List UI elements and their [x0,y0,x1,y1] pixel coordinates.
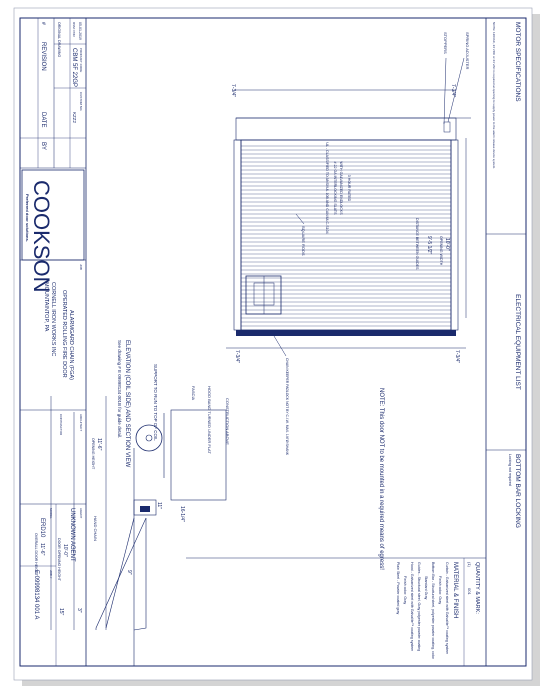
quantity-mark-label: QUANTITY & MARK: [474,562,480,614]
elevation-title: ELEVATION (COIL SIDE) AND SECTION VIEW [124,340,130,468]
material-line: Guides - Structural steel, Gray polyester powder coating [417,562,421,652]
product-code-label: PRODUCT CODE [79,48,83,73]
revision-column: REVISION [40,42,46,71]
construction-above-label: CONSTRUCTION ABOVE [225,398,230,445]
material-finish-heading: MATERIAL & FINISH [452,562,458,619]
chain-keeper-note: CHAIN KEEPER PADLOCK NOT BY C.I.W. MAX. 1/4"Ø SHANK [285,358,289,456]
dim-left-side: 7-3/4" [454,350,460,364]
egress-note: NOTE: This door NOT to be mounted in a required means of egress! [378,388,384,570]
cookson-logo: COOKSON [29,180,54,293]
opening-height-dim: 11'-6" [96,438,102,451]
bottom-bar [236,330,456,336]
model-label: MODEL [49,508,53,519]
hood-band-label: HOOD BAND TURNED UNDER FLAT [207,386,212,454]
dim-11: 11" [156,502,162,509]
between-guides-label: DISTANCE BETWEEN GUIDES [415,218,419,270]
original-drawing-label: ORIGINAL DRAWING [57,22,61,58]
job-number-value: E 09998134 001 A [33,570,39,620]
revision-number-column: # [40,22,46,25]
hand-chain-label: HAND CHAIN [93,516,98,541]
see-drawing-note: See drawing # E 09998134 001B for guide detail. [117,340,122,439]
locking-note: Locking not required [508,454,512,486]
custom-no-label: CUSTOM NO. [79,92,83,112]
dim-top-left: 7-3/4" [450,84,456,98]
electrical-heading: ELECTRICAL EQUIPMENT LIST [514,294,521,390]
dim-9: 9" [126,570,132,575]
material-line: Standard Gray [424,576,428,600]
spring-adjuster-label: SPRING ADJUSTER [465,32,470,70]
door-opening-height-label: DOOR OPENING HEIGHT [57,538,61,581]
job-title-1: ALARMGARD CHAIN (FGA) [68,310,74,380]
architect-label: ARCHITECT [79,414,83,432]
material-line: Finish color: Gray [403,576,407,605]
job-name-1: CORNELL IRON WORKS INC [50,282,56,357]
mark-value: 001 [467,588,472,595]
door-opening-height-dim: 10'-0" [62,544,68,557]
contractor-label: CONTRACTOR [59,414,63,436]
dim-top-right: 7-3/4" [230,84,236,98]
between-guides-dim: 9'-5 1/2" [426,236,432,255]
material-line: Curtain - Galvanized steel with Galvalite™ coating system [445,562,449,655]
support-note: SUPPORT TO RUN TO TOP OF COIL [153,364,158,441]
by-column: BY [40,142,46,151]
agent-label: AGENT [79,508,83,519]
material-line: Hood - Galvanized steel with Galvalite™ coating system [410,562,414,652]
customer-no-value: KZZ2 [72,112,77,124]
rsm-value: RSM: PDR [72,22,76,37]
overall-height-label: OVERALL DOOR HEIGHT [34,533,38,576]
overall-height-dim: 11'-6" [39,543,45,556]
opening-width-dim: 10'-0" [444,238,450,251]
agent-value: UNKNOWN AGENT [69,508,75,562]
quantity-value: (1) [467,562,472,567]
ul-note-rating: 3 HOUR RATED [347,174,351,202]
date-value: 05-01-2019 [78,22,82,40]
job-name-2: MOUNTAINTOP, PA [43,282,49,332]
opening-width-label: OPENING WIDTH [439,236,443,266]
fascia-label: FASCIA [191,386,196,401]
opening-height-label: OPENING HEIGHT [91,438,95,470]
dim-3: 3" [76,608,82,613]
material-line: Finish color: Gray [438,576,442,605]
brand-tagline: Preferred door solutions. [25,194,30,242]
date-column: DATE [40,112,46,128]
bottom-bar-locking-heading: BOTTOM BAR LOCKING [514,454,521,528]
slats-note-2: WITH GALVANIZED ENDLOCKS [339,161,343,215]
stoppers-label: STOPPERS [443,32,448,54]
material-line: Plain Steel - Powder coated gray [396,562,400,615]
material-line: Bottom Bar - Structural steel, polyester powder coating, color [431,562,435,659]
job-number-label: JOB # [49,570,53,579]
dim-15: 15" [58,608,64,616]
job-title-2: OPERATED ROLLING FIRE DOOR [61,290,67,378]
job-label: JOB [79,264,83,270]
ul-note: UL - CLASSIFIED TO ANSI/UL 10B AND CAN/ULC-S104 [325,142,329,234]
dim-16: 16-1/4" [179,506,185,522]
slats-note-1: # 22 GA INTERLOCKING SLATS [333,161,337,215]
dim-right-side: 7-3/4" [234,350,240,364]
model-value: ERD10 [39,518,45,538]
square-rods-label: SQUARE RODS [301,226,306,256]
product-code-value: CBM 5F 22GP [71,48,77,88]
motor-specs-heading: MOTOR SPECIFICATIONS [514,22,521,102]
motor-note: NOTE: 120VAC, 24 VDC or 24 VAC is required at opening to supply power to the alarm release device system. [492,22,496,170]
